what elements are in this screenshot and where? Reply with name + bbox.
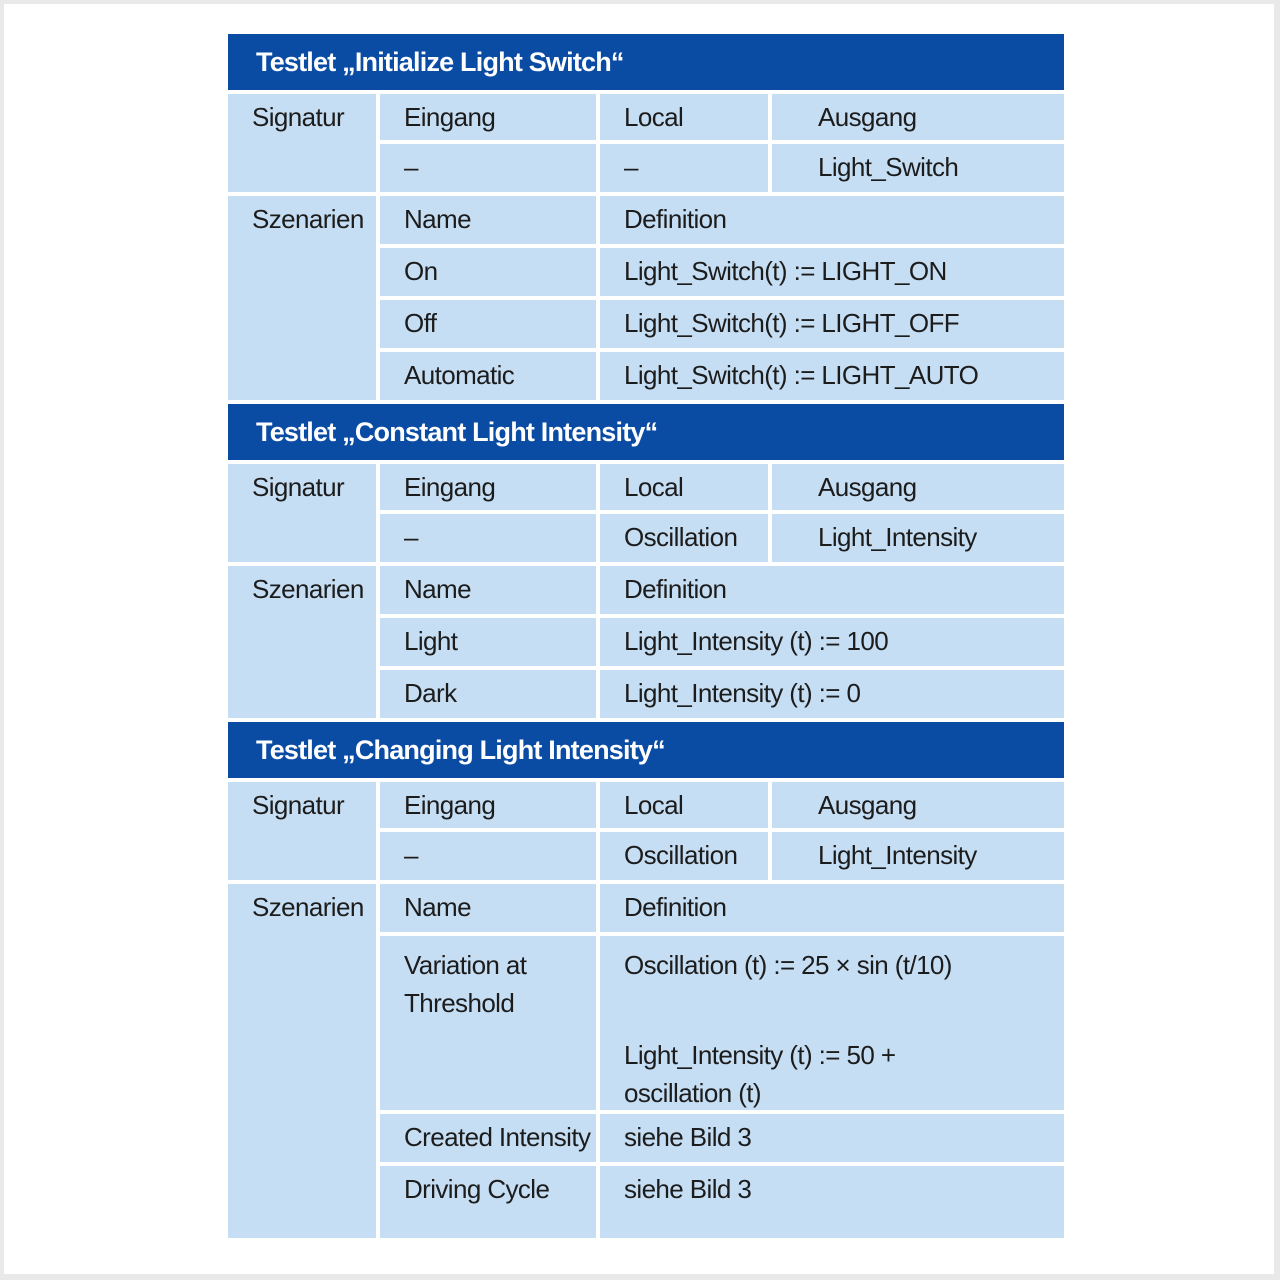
scenario-name: Off [380,300,596,348]
testlet-section-changing [228,722,1060,1238]
signatur-label: Signatur [228,464,376,562]
eingang-header: Eingang [380,94,596,140]
szenarien-label: Szenarien [228,884,376,1238]
definition-spacer [624,984,1052,1036]
eingang-header: Eingang [380,782,596,828]
definition-header: Definition [600,566,1064,614]
scenario-name: Driving Cycle [380,1166,596,1238]
ausgang-header: Ausgang [772,464,1064,510]
testlet-section-constant [228,404,1060,718]
testlet-title: Testlet „Initialize Light Switch“ [228,34,1064,90]
scenario-name: Dark [380,670,596,718]
testlet-table [228,34,1060,1242]
scenario-name: Light [380,618,596,666]
ausgang-header: Ausgang [772,782,1064,828]
local-header: Local [600,464,768,510]
name-header: Name [380,884,596,932]
scenario-definition: Light_Switch(t) := LIGHT_ON [600,248,1064,296]
eingang-value: – [380,514,596,562]
testlet-section-initialize [228,34,1060,400]
szenarien-label: Szenarien [228,566,376,718]
scenario-definition: Light_Intensity (t) := 100 [600,618,1064,666]
scenario-name: Automatic [380,352,596,400]
ausgang-header: Ausgang [772,94,1064,140]
scenario-name-line: Threshold [404,988,515,1018]
scenario-name: On [380,248,596,296]
eingang-value: – [380,832,596,880]
szenarien-label: Szenarien [228,196,376,400]
testlet-title: Testlet „Changing Light Intensity“ [228,722,1064,778]
definition-header: Definition [600,884,1064,932]
local-value: – [600,144,768,192]
scenario-definition: Light_Switch(t) := LIGHT_AUTO [600,352,1064,400]
scenario-name: Created Intensity [380,1114,596,1162]
signatur-label: Signatur [228,782,376,880]
local-header: Local [600,94,768,140]
scenario-definition: siehe Bild 3 [600,1114,1064,1162]
scenario-name [380,936,596,1110]
scenario-definition: Light_Intensity (t) := 0 [600,670,1064,718]
scenario-definition-line: Oscillation (t) := 25 × sin (t/10) [624,950,952,980]
definition-header: Definition [600,196,1064,244]
page [4,4,1274,1274]
eingang-header: Eingang [380,464,596,510]
scenario-definition-line: Light_Intensity (t) := 50 + [624,1040,896,1070]
ausgang-value: Light_Switch [772,144,1064,192]
scenario-definition [600,936,1064,1110]
testlet-title: Testlet „Constant Light Intensity“ [228,404,1064,460]
ausgang-value: Light_Intensity [772,832,1064,880]
scenario-definition-line: oscillation (t) [624,1078,761,1108]
eingang-value: – [380,144,596,192]
ausgang-value: Light_Intensity [772,514,1064,562]
name-header: Name [380,196,596,244]
local-value: Oscillation [600,514,768,562]
scenario-definition: Light_Switch(t) := LIGHT_OFF [600,300,1064,348]
name-header: Name [380,566,596,614]
local-value: Oscillation [600,832,768,880]
scenario-name-line: Variation at [404,950,527,980]
scenario-definition: siehe Bild 3 [600,1166,1064,1238]
signatur-label: Signatur [228,94,376,192]
local-header: Local [600,782,768,828]
